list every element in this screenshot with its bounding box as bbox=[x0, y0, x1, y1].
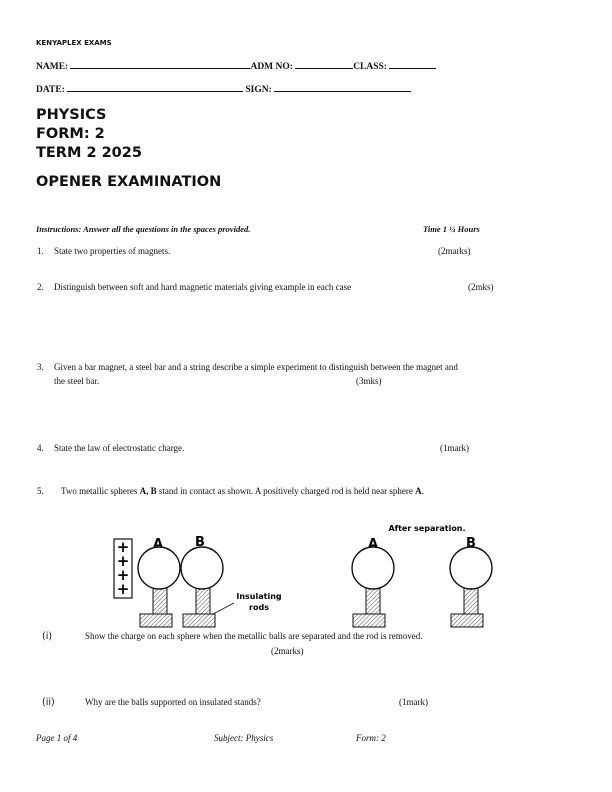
q5-text: Two metallic spheres A, B stand in contact as shown. A positively charged rod is held near sphere A. bbox=[61, 486, 424, 496]
adm-label: ADM NO: bbox=[250, 62, 293, 72]
label-a-separated: A bbox=[367, 537, 379, 552]
date-label: DATE: bbox=[36, 85, 65, 95]
footer-page: Page 1 of 4 bbox=[36, 733, 78, 743]
leader-line bbox=[213, 603, 234, 614]
term-title: TERM 2 2025 bbox=[36, 145, 142, 161]
sphere-a-stand bbox=[138, 547, 180, 627]
q2-number: 2. bbox=[37, 282, 44, 292]
subject-title: PHYSICS bbox=[36, 107, 107, 123]
after-separation-label: After separation. bbox=[388, 524, 466, 533]
label-b-separated: B bbox=[466, 536, 476, 551]
subq-ii-number: (ii) bbox=[42, 697, 55, 708]
subq-i-text: Show the charge on each sphere when the metallic balls are separated and the rod is removed. bbox=[85, 631, 423, 641]
plus-charge: + bbox=[116, 580, 130, 598]
exam-title: OPENER EXAMINATION bbox=[36, 174, 222, 190]
q2-marks: (2mks) bbox=[468, 282, 494, 292]
form-title: FORM: 2 bbox=[36, 126, 105, 142]
subq-ii-text: Why are the balls supported on insulated stands? bbox=[85, 697, 261, 707]
insulating-label: Insulating bbox=[236, 592, 282, 601]
plus-charge: + bbox=[116, 566, 130, 584]
sphere-a-separated-stand bbox=[352, 547, 394, 627]
q3-number: 3. bbox=[37, 362, 44, 372]
q3-marks: (3mks) bbox=[356, 376, 382, 386]
sign-label: SIGN: bbox=[245, 85, 272, 95]
q1-text: State two properties of magnets. bbox=[54, 246, 171, 256]
q3-text-cont: the steel bar. bbox=[54, 376, 100, 386]
sphere-a-separated bbox=[352, 547, 394, 589]
q1-number: 1. bbox=[37, 246, 44, 256]
rods-label: rods bbox=[249, 603, 269, 612]
q2-text: Distinguish between soft and hard magnetic materials giving example in each case bbox=[54, 282, 352, 292]
class-label: CLASS: bbox=[353, 62, 387, 72]
q5-number: 5. bbox=[37, 486, 44, 496]
label-a: A bbox=[152, 537, 164, 552]
q4-number: 4. bbox=[37, 443, 44, 453]
instructions: Instructions: Answer all the questions in the spaces provided. bbox=[36, 224, 251, 234]
sphere-b-separated bbox=[450, 547, 492, 589]
name-label: NAME: bbox=[36, 62, 69, 72]
plus-charge: + bbox=[116, 552, 130, 570]
time-allowed: Time 1 ¼ Hours bbox=[423, 224, 480, 234]
q1-marks: (2marks) bbox=[438, 246, 471, 256]
sphere-b bbox=[181, 547, 223, 589]
plus-charge: + bbox=[116, 538, 130, 556]
sphere-a bbox=[138, 547, 180, 589]
q4-marks: (1mark) bbox=[440, 443, 469, 453]
label-b: B bbox=[195, 535, 205, 550]
subq-i-marks: (2marks) bbox=[271, 646, 304, 656]
footer-subject: Subject: Physics bbox=[214, 733, 274, 743]
subq-i-number: (i) bbox=[42, 631, 53, 642]
sphere-b-stand bbox=[181, 547, 223, 627]
footer-form: Form: 2 bbox=[356, 733, 386, 743]
school-name: KENYAPLEX EXAMS bbox=[36, 39, 112, 47]
q4-text: State the law of electrostatic charge. bbox=[54, 443, 185, 453]
subq-ii-marks: (1mark) bbox=[399, 697, 428, 707]
sphere-b-separated-stand bbox=[450, 547, 492, 627]
q3-text: Given a bar magnet, a steel bar and a string describe a simple experiment to distinguish between the magnet and bbox=[54, 362, 458, 372]
